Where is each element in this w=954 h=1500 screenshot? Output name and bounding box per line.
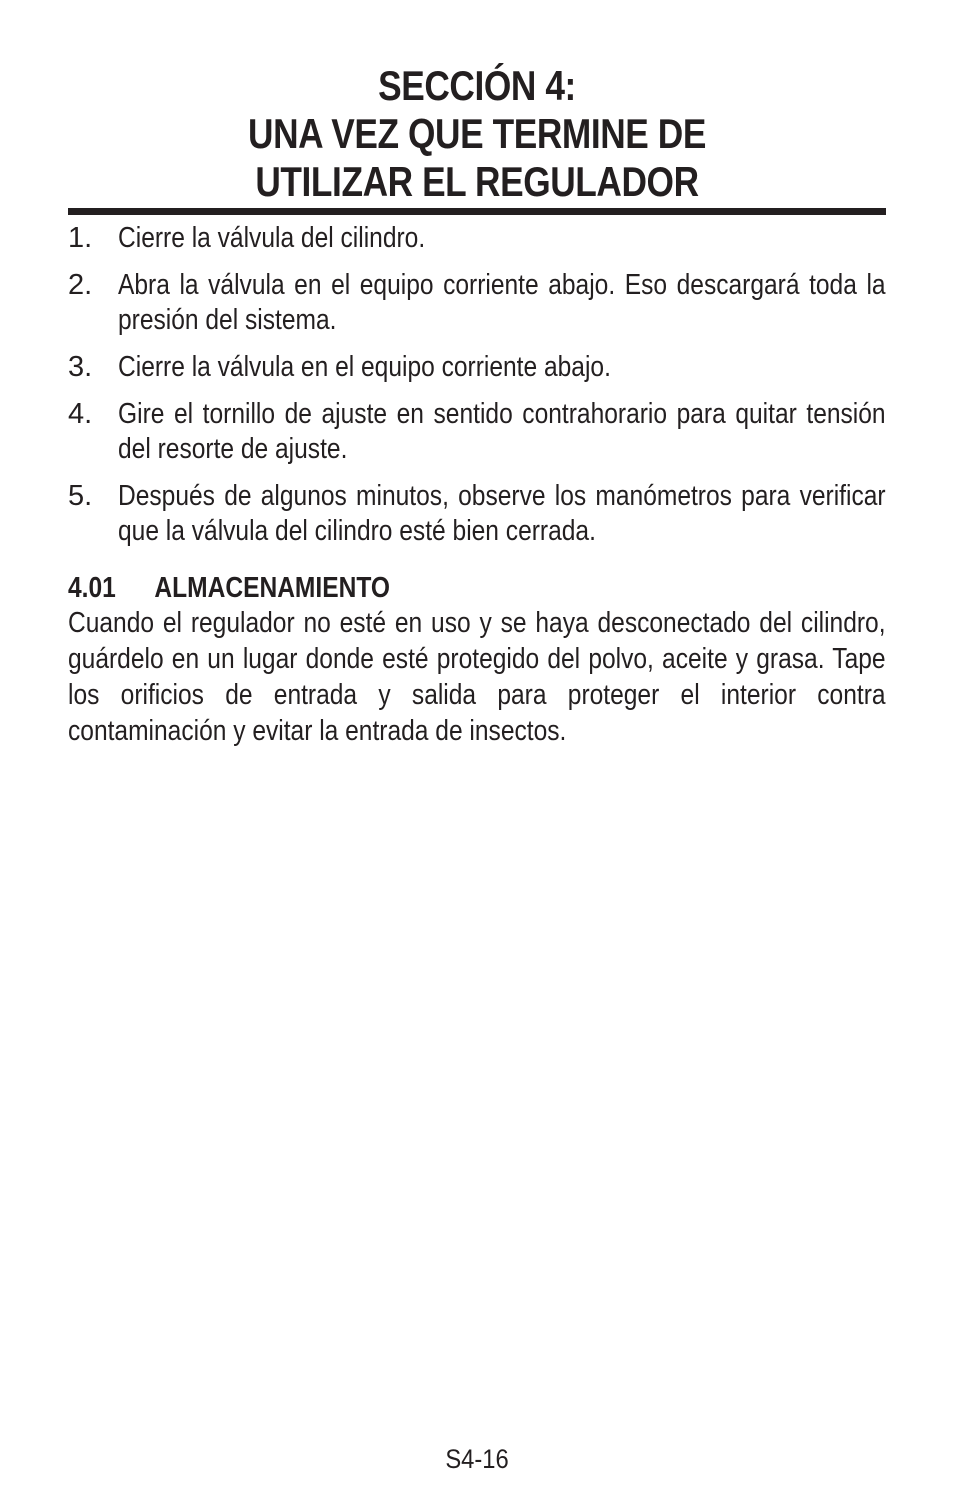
step-text: Abra la válvula en el equipo corriente abajo. Eso descargará toda la presión del sistema. (118, 269, 886, 336)
step-text: Cierre la válvula en el equipo corriente abajo. (118, 351, 611, 383)
step-number: 4. (68, 398, 93, 430)
step-text: Después de algunos minutos, observe los manómetros para verificar que la válvula del cilindro esté bien cerrada. (118, 480, 886, 547)
storage-section-number: 4.01 (68, 572, 116, 604)
section-title-line-3: UTILIZAR EL REGULADOR (255, 158, 699, 205)
step-text: Gire el tornillo de ajuste en sentido contrahorario para quitar tensión del resorte de ajuste. (118, 398, 886, 465)
section-title (133, 58, 820, 206)
storage-heading (68, 571, 886, 605)
title-divider (68, 208, 886, 215)
step-text: Cierre la válvula del cilindro. (118, 222, 426, 254)
step-item (68, 350, 886, 385)
storage-section-title: ALMACENAMIENTO (154, 572, 391, 604)
step-item (68, 397, 886, 467)
step-item (68, 268, 886, 338)
step-item (68, 479, 886, 549)
step-item (68, 221, 886, 256)
step-number: 5. (68, 480, 93, 512)
page-footer (0, 1442, 954, 1476)
step-number: 1. (68, 222, 93, 254)
page-number: S4-16 (445, 1444, 509, 1474)
step-number: 3. (68, 351, 93, 383)
section-title-line-2: UNA VEZ QUE TERMINE DE (248, 110, 706, 157)
page-content (68, 58, 886, 749)
storage-paragraph (68, 605, 886, 749)
step-list (68, 221, 886, 549)
section-title-line-1: SECCIÓN 4: (378, 62, 576, 109)
storage-body-text: Cuando el regulador no esté en uso y se haya desconectado del cilindro, guárdelo en un lugar donde esté protegido del polvo, aceite y grasa. Tape los orificios de entrada y salida para proteger el interior contra contaminación y evitar la entrada de insectos. (68, 607, 886, 747)
step-number: 2. (68, 269, 93, 301)
